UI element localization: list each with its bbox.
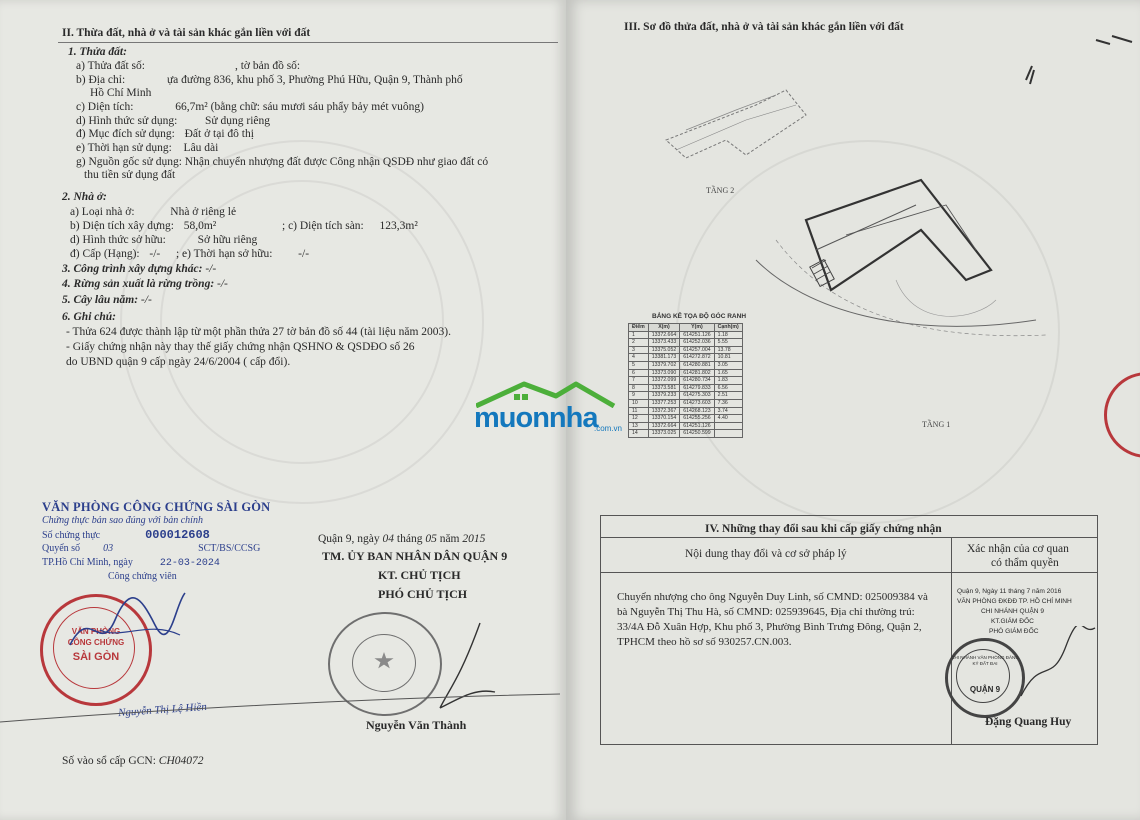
coordinate-row [629, 430, 743, 438]
issue-year: 2015 [462, 533, 486, 545]
cell-edge: 1.83 [714, 377, 742, 385]
land-area-label: c) Diện tích: [76, 101, 134, 113]
notary-officer-title: Công chứng viên [108, 571, 177, 582]
land-usage-form-value: Sử dụng riêng [205, 115, 271, 127]
confirm-line-3: CHI NHÁNH QUẬN 9 [981, 608, 1045, 615]
item-4-value: -/- [217, 278, 228, 290]
house-grade-label: đ) Cấp (Hạng): [70, 248, 140, 260]
house-grade-value: -/- [149, 248, 161, 260]
cell-y: 614250.599 [680, 430, 714, 438]
issue-day: 04 [382, 533, 395, 545]
cell-edge: 1.65 [714, 369, 742, 377]
note-2: - Giấy chứng nhận này thay thế giấy chứng nhận QSHNO & QSDĐO số 26 [66, 341, 415, 353]
house-floor-area-label: ; c) Diện tích sàn: [282, 220, 364, 232]
cell-x: 13373.025 [648, 430, 680, 438]
cell-y: 614272.872 [680, 354, 714, 362]
site-brand-part-2: nnha [532, 402, 598, 434]
cell-x: 13379.233 [648, 392, 680, 400]
house-build-area-value: 58,0m² [183, 220, 217, 232]
coordinate-table-header [629, 324, 743, 332]
cell-point: 5 [629, 361, 649, 369]
notary-signature [60, 585, 190, 665]
notary-date-value: 22-03-2024 [159, 558, 220, 569]
item-3-row [62, 262, 216, 276]
coordinate-row [629, 392, 743, 400]
cell-point: 8 [629, 384, 649, 392]
cell-x: 13373.433 [648, 339, 680, 347]
coordinate-row [629, 422, 743, 430]
cell-edge: 4.40 [714, 415, 742, 423]
floor-2-sketch [646, 70, 846, 180]
item-4-label: 4. Rừng sản xuất là rừng trồng: [62, 278, 215, 290]
house-term-value: -/- [298, 248, 310, 260]
coordinate-row [629, 331, 743, 339]
branch-stamp-main: QUẬN 9 [969, 685, 1001, 694]
cell-y: 614257.004 [680, 346, 714, 354]
header-point: Điểm [629, 324, 649, 332]
notary-book-suffix: SCT/BS/CCSG [198, 543, 261, 554]
item-3-value: -/- [205, 263, 217, 275]
edge-red-stamp [1104, 372, 1140, 458]
land-parcel-row [76, 59, 300, 73]
header-y: Y(m) [680, 324, 714, 332]
cell-x: 13381.173 [648, 354, 680, 362]
notary-certify-line: Chứng thực bản sao đúng với bản chính [42, 515, 203, 526]
notary-number-label: Số chứng thực [42, 530, 101, 541]
coordinate-row [629, 384, 743, 392]
cell-y: 614251.126 [680, 331, 714, 339]
land-area-row [76, 100, 424, 114]
cell-point: 4 [629, 354, 649, 362]
changes-col-confirm-1: Xác nhận của cơ quan [967, 543, 1069, 555]
notary-office-name: VĂN PHÒNG CÔNG CHỨNG SÀI GÒN [42, 500, 271, 514]
confirm-line-4: KT.GIÁM ĐỐC [991, 618, 1034, 625]
issue-month-label: tháng [396, 533, 423, 545]
house-ownership-value: Sở hữu riêng [197, 234, 258, 246]
cell-point: 12 [629, 415, 649, 423]
changes-col-content: Nội dung thay đổi và cơ sở pháp lý [685, 548, 847, 560]
cell-x: 13372.367 [648, 407, 680, 415]
authority-line-3: PHÓ CHỦ TỊCH [378, 587, 468, 601]
notary-book-label: Quyển số [42, 543, 81, 554]
floor-2-label: TẦNG 2 [706, 186, 735, 195]
change-content-line-2: bà Nguyễn Thị Thu Hà, số CMND: 025939645, Địa chỉ thường trú: [617, 606, 915, 618]
coordinate-row [629, 361, 743, 369]
notary-date-label: TP.Hồ Chí Minh, ngày [42, 557, 133, 568]
cell-point: 3 [629, 346, 649, 354]
section-2-title: II. Thừa đất, nhà ở và tài sản khác gắn liền với đất [62, 27, 311, 39]
cell-edge: 10.81 [714, 354, 742, 362]
coordinate-table [628, 323, 743, 438]
land-purpose-row [76, 127, 254, 141]
floor-1-label: TẦNG 1 [922, 420, 951, 429]
confirm-line-1: Quận 9, Ngày 11 tháng 7 năm 2016 [957, 588, 1062, 595]
cell-point: 6 [629, 369, 649, 377]
section-divider [58, 42, 558, 43]
cell-edge: 2.51 [714, 392, 742, 400]
item-6-label: 6. Ghi chú: [62, 311, 116, 323]
note-1: - Thửa 624 được thành lập từ một phần thửa 27 tờ bản đồ số 44 (tài liệu năm 2003). [66, 326, 452, 338]
cell-y: 614279.833 [680, 384, 714, 392]
item-5-label: 5. Cây lâu năm: [62, 294, 139, 306]
cell-x: 13372.664 [648, 422, 680, 430]
map-sheet-label: , tờ bản đồ số: [234, 60, 301, 72]
issue-date-prefix: Quận 9, ngày [318, 533, 380, 545]
notary-stamp-main: SÀI GÒN [72, 651, 120, 663]
cell-y: 614268.123 [680, 407, 714, 415]
site-brand [474, 402, 598, 435]
cell-y: 614273.603 [680, 399, 714, 407]
change-content-line-1: Chuyển nhượng cho ông Nguyễn Duy Linh, số CMND: 025009384 và [617, 591, 928, 603]
issue-year-label: năm [439, 533, 460, 545]
changes-title: IV. Những thay đổi sau khi cấp giấy chứng nhận [705, 523, 942, 535]
cell-x: 13375.052 [648, 346, 680, 354]
land-parcel-label: a) Thửa đất số: [76, 60, 145, 72]
cell-y: 614275.303 [680, 392, 714, 400]
item-5-row [62, 293, 152, 307]
cell-point: 9 [629, 392, 649, 400]
coordinate-row [629, 369, 743, 377]
land-purpose-label: đ) Mục đích sử dụng: [76, 128, 175, 140]
cell-edge [714, 430, 742, 438]
note-3: do UBND quận 9 cấp ngày 24/6/2004 ( cấp đổi). [66, 356, 291, 368]
land-term-label: e) Thời hạn sử dụng: [76, 142, 172, 154]
cell-x: 13373.090 [648, 369, 680, 377]
house-grade-row [70, 247, 309, 261]
notary-number-value: 000012608 [145, 528, 210, 542]
land-purpose-value: Đất ở tại đô thị [184, 128, 254, 140]
cell-point: 1 [629, 331, 649, 339]
register-number-value: CH04072 [158, 755, 204, 767]
notary-date-row [42, 557, 220, 569]
house-ownership-label: d) Hình thức sở hữu: [70, 234, 166, 246]
change-content-line-4: TPHCM theo hồ sơ số 930257.CN.003. [617, 636, 792, 648]
cell-point: 13 [629, 422, 649, 430]
cell-y: 614255.256 [680, 415, 714, 423]
house-build-area-row [70, 219, 418, 233]
land-term-row [76, 141, 218, 155]
cell-y: 614280.734 [680, 377, 714, 385]
issue-date-row [318, 532, 485, 546]
house-floor-area-value: 123,3m² [379, 220, 418, 232]
cell-y: 614280.881 [680, 361, 714, 369]
authority-line-1: TM. ỦY BAN NHÂN DÂN QUẬN 9 [322, 549, 508, 563]
cell-y: 614252.036 [680, 339, 714, 347]
coordinate-row [629, 354, 743, 362]
house-build-area-label: b) Diện tích xây dựng: [70, 220, 174, 232]
coordinate-row [629, 339, 743, 347]
cell-edge: 6.56 [714, 384, 742, 392]
coordinate-row [629, 407, 743, 415]
notary-book-value: 03 [103, 543, 114, 554]
cell-point: 7 [629, 377, 649, 385]
coordinate-table-title: BẢNG KÊ TỌA ĐỘ GÓC RANH [652, 313, 747, 320]
cell-point: 2 [629, 339, 649, 347]
margin-handwriting [1016, 30, 1136, 90]
branch-signature [1011, 626, 1097, 706]
cell-x: 13373.581 [648, 384, 680, 392]
confirm-line-2: VĂN PHÒNG ĐKĐĐ TP. HỒ CHÍ MINH [957, 598, 1072, 605]
register-number-row [62, 754, 204, 768]
certificate-right-page [566, 0, 1140, 820]
cell-edge [714, 422, 742, 430]
cell-y: 614281.802 [680, 369, 714, 377]
authority-line-2: KT. CHỦ TỊCH [378, 568, 461, 582]
cell-point: 14 [629, 430, 649, 438]
notary-stamp-top: VĂN PHÒNG [71, 627, 121, 636]
cell-edge: 3.74 [714, 407, 742, 415]
land-usage-form-row [76, 114, 270, 128]
land-origin-value: Nhận chuyển nhượng đất được Công nhận QSDĐ như giao đất có [184, 156, 489, 168]
land-address-label: b) Địa chỉ: [76, 74, 126, 86]
land-area-value: 66,7m² (bằng chữ: sáu mươi sáu phẩy bảy mét vuông) [175, 101, 424, 113]
land-address-value-cont: Hồ Chí Minh [90, 87, 152, 99]
section-3-title: III. Sơ đồ thửa đất, nhà ở và tài sản khác gắn liền với đất [624, 21, 904, 33]
notary-stamp-mid: CÔNG CHỨNG [67, 638, 125, 647]
register-number-label: Số vào sổ cấp GCN: [62, 755, 156, 767]
cell-x: 13379.702 [648, 361, 680, 369]
land-origin-value-cont: thu tiền sử dụng đất [84, 169, 176, 181]
notary-signer-name: Nguyễn Thị Lệ Hiền [117, 700, 208, 720]
item-3-label: 3. Công trình xây dựng khác: [62, 263, 203, 275]
land-term-value: Lâu dài [183, 142, 219, 154]
cell-edge: 5.55 [714, 339, 742, 347]
coordinate-row [629, 415, 743, 423]
header-x: X(m) [648, 324, 680, 332]
house-type-label: a) Loại nhà ở: [70, 206, 135, 218]
cell-edge: 1.18 [714, 331, 742, 339]
land-address-value: ựa đường 836, khu phố 3, Phường Phú Hữu, Quận 9, Thành phố [166, 74, 463, 86]
confirm-line-5: PHÓ GIÁM ĐỐC [989, 628, 1039, 635]
house-type-value: Nhà ở riêng lẻ [170, 206, 237, 218]
coordinate-row [629, 377, 743, 385]
land-origin-row [76, 155, 488, 169]
changes-box [600, 515, 1098, 745]
land-section-title: 1. Thửa đất: [68, 46, 127, 58]
header-edge: Cạnh(m) [714, 324, 742, 332]
cell-x: 13377.253 [648, 399, 680, 407]
change-content-line-3: 33/4A Đỗ Xuân Hợp, Khu phố 3, Phường Bình Trưng Đông, Quận 2, [617, 621, 922, 633]
branch-signer-name: Đặng Quang Huy [985, 716, 1072, 728]
item-5-value: -/- [140, 294, 152, 306]
house-ownership-row [70, 233, 257, 247]
notary-book-row [42, 543, 260, 554]
notary-number-row [42, 528, 210, 542]
land-address-row [76, 73, 463, 87]
house-term-label: ; e) Thời hạn sở hữu: [175, 248, 273, 260]
issue-month: 05 [425, 533, 437, 545]
page-corner-line [0, 690, 560, 730]
house-section-title: 2. Nhà ở: [62, 191, 107, 203]
branch-stamp-text: CHI NHÁNH VĂN PHÒNG ĐĂNG KÝ ĐẤT ĐAI [951, 655, 1019, 666]
site-watermark [474, 378, 624, 448]
site-brand-part-1: muo [474, 402, 533, 434]
cell-edge: 13.78 [714, 346, 742, 354]
site-brand-suffix: .com.vn [594, 424, 623, 433]
authority-signer-name: Nguyễn Văn Thành [366, 718, 467, 732]
cell-x: 13370.154 [648, 415, 680, 423]
cell-point: 10 [629, 399, 649, 407]
item-4-row [62, 277, 228, 291]
land-origin-label: g) Nguồn gốc sử dụng: [76, 156, 182, 168]
cell-point: 11 [629, 407, 649, 415]
cell-x: 13372.099 [648, 377, 680, 385]
coordinate-table-body [629, 331, 743, 437]
cell-x: 13372.664 [648, 331, 680, 339]
coordinate-row [629, 346, 743, 354]
cell-edge: 3.05 [714, 361, 742, 369]
floor-1-plan [746, 170, 1046, 390]
changes-col-confirm-2: có thẩm quyền [991, 557, 1059, 569]
cell-y: 614251.126 [680, 422, 714, 430]
cell-edge: 7.36 [714, 399, 742, 407]
house-type-row [70, 205, 236, 219]
coordinate-row [629, 399, 743, 407]
land-usage-form-label: d) Hình thức sử dụng: [76, 115, 178, 127]
